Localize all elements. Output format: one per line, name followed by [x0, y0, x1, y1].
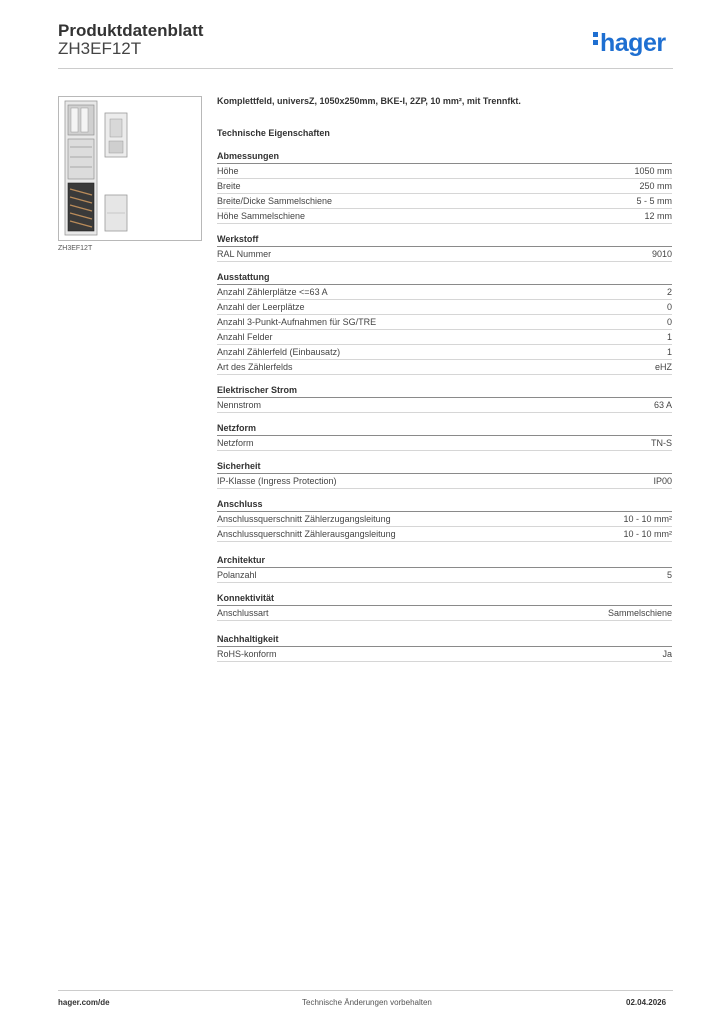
footer-divider [58, 990, 673, 991]
header-divider [58, 68, 673, 69]
spec-value: 9010 [651, 249, 672, 259]
spec-label: Anzahl der Leerplätze [217, 302, 305, 312]
section-title-werkstoff: Werkstoff [217, 233, 672, 247]
spec-label: Polanzahl [217, 570, 257, 580]
section-title-ausstattung: Ausstattung [217, 271, 672, 285]
spec-label: Anschlussquerschnitt Zählerzugangsleitung [217, 514, 391, 524]
spec-value: 0 [666, 317, 672, 327]
spec-label: Nennstrom [217, 400, 262, 410]
page-title: Produktdatenblatt [58, 21, 204, 40]
spec-row [217, 436, 672, 451]
spec-row [217, 179, 672, 194]
tech-properties-heading: Technische Eigenschaften [217, 128, 330, 138]
spec-row [217, 209, 672, 224]
footer-disclaimer: Technische Änderungen vorbehalten [302, 998, 432, 1007]
spec-content [217, 96, 672, 662]
spec-value: TN-S [651, 438, 672, 448]
spec-label: Höhe Sammelschiene [217, 211, 306, 221]
footer-date: 02.04.2026 [626, 998, 667, 1007]
logo-text: hager [600, 29, 666, 57]
spec-label: RAL Nummer [217, 249, 272, 259]
spec-label: Anzahl Felder [217, 332, 273, 342]
spec-label: Breite/Dicke Sammelschiene [217, 196, 333, 206]
spec-row [217, 647, 672, 662]
spec-label: Netzform [217, 438, 254, 448]
spec-row [217, 606, 672, 621]
spec-label: Höhe [217, 166, 239, 176]
spec-value: 5 - 5 mm [636, 196, 672, 206]
section-title-strom: Elektrischer Strom [217, 384, 672, 398]
spec-row [217, 345, 672, 360]
spec-row [217, 315, 672, 330]
spec-value: eHZ [654, 362, 672, 372]
product-image [58, 96, 202, 241]
spec-label: RoHS-konform [217, 649, 277, 659]
spec-label: IP-Klasse (Ingress Protection) [217, 476, 337, 486]
spec-row [217, 527, 672, 542]
spec-row [217, 398, 672, 413]
spec-value: 10 - 10 mm² [623, 514, 672, 524]
spec-label: Art des Zählerfelds [217, 362, 293, 372]
spec-value: Sammelschiene [607, 608, 672, 618]
logo-dots-icon [593, 32, 598, 48]
product-description: Komplettfeld, universZ, 1050x250mm, BKE-I, 2ZP, 10 mm², mit Trennfkt. [217, 96, 521, 106]
footer-website-link[interactable]: hager.com/de [58, 998, 110, 1007]
spec-value: 12 mm [644, 211, 672, 221]
spec-value: 1050 mm [634, 166, 672, 176]
spec-value: 10 - 10 mm² [623, 529, 672, 539]
distribution-panel-icon [59, 97, 201, 240]
spec-row [217, 512, 672, 527]
spec-value: 2 [666, 287, 672, 297]
section-title-nachhaltigkeit: Nachhaltigkeit [217, 633, 672, 647]
section-title-architektur: Architektur [217, 554, 672, 568]
product-code: ZH3EF12T [58, 39, 142, 58]
spec-row [217, 474, 672, 489]
section-title-konnektivitaet: Konnektivität [217, 592, 672, 606]
spec-row [217, 568, 672, 583]
spec-row [217, 330, 672, 345]
spec-value: 5 [666, 570, 672, 580]
spec-row [217, 247, 672, 262]
section-title-anschluss: Anschluss [217, 498, 672, 512]
spec-value: 1 [666, 347, 672, 357]
spec-label: Breite [217, 181, 241, 191]
spec-row [217, 194, 672, 209]
spec-value: 0 [666, 302, 672, 312]
spec-row [217, 360, 672, 375]
section-title-sicherheit: Sicherheit [217, 460, 672, 474]
spec-value: 1 [666, 332, 672, 342]
spec-row [217, 285, 672, 300]
section-title-abmessungen: Abmessungen [217, 150, 672, 164]
hager-logo[interactable] [593, 29, 666, 58]
spec-row [217, 164, 672, 179]
spec-value: IP00 [653, 476, 672, 486]
spec-label: Anzahl 3-Punkt-Aufnahmen für SG/TRE [217, 317, 377, 327]
spec-label: Anschlussquerschnitt Zählerausgangsleitung [217, 529, 396, 539]
spec-label: Anzahl Zählerfeld (Einbausatz) [217, 347, 341, 357]
spec-label: Anzahl Zählerplätze <=63 A [217, 287, 328, 297]
spec-value: Ja [662, 649, 672, 659]
section-title-netzform: Netzform [217, 422, 672, 436]
spec-value: 250 mm [639, 181, 672, 191]
spec-row [217, 300, 672, 315]
spec-label: Anschlussart [217, 608, 269, 618]
image-caption: ZH3EF12T [58, 245, 93, 252]
spec-value: 63 A [653, 400, 672, 410]
